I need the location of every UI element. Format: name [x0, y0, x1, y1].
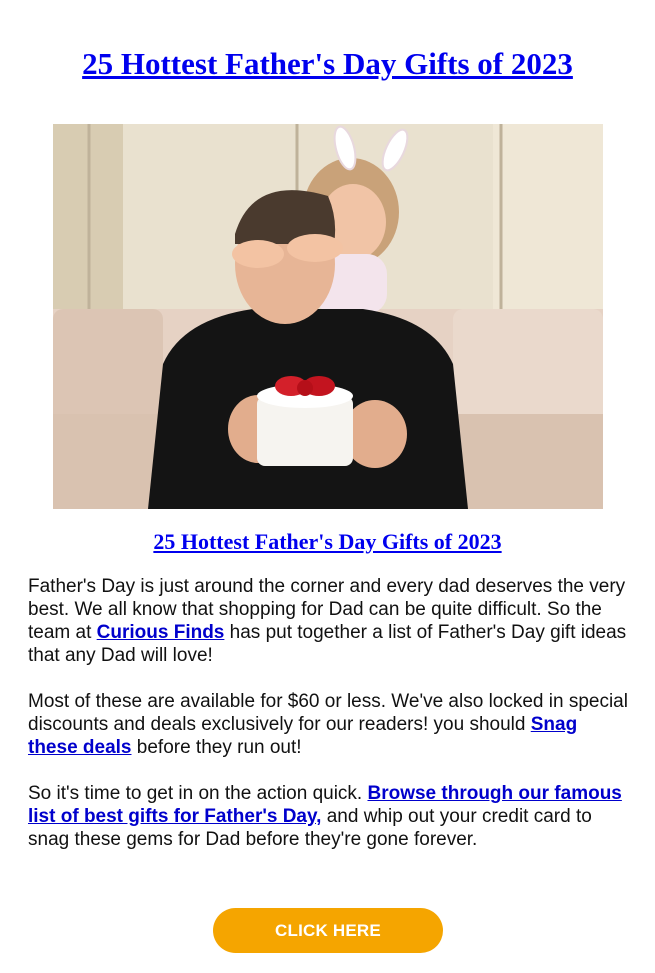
- paragraph-text: So it's time to get in on the action quick.: [28, 783, 368, 804]
- article-title: [0, 527, 655, 557]
- paragraph-text: and whip out your credit card to snag these gems for Dad before they're gone forever.: [28, 806, 592, 850]
- paragraph-intro: [28, 575, 628, 667]
- paragraph-text: before they run out!: [131, 737, 302, 758]
- click-here-button[interactable]: CLICK HERE: [213, 908, 443, 953]
- article-title-link[interactable]: 25 Hottest Father's Day Gifts of 2023: [153, 529, 502, 554]
- title-link[interactable]: 25 Hottest Father's Day Gifts of 2023: [82, 46, 573, 81]
- curious-finds-link[interactable]: Curious Finds: [96, 622, 225, 643]
- paragraph-text: Father's Day is just around the corner and every dad deserves the very best. We all know that shopping for Dad can be quite difficult. So the team at: [28, 576, 626, 643]
- paragraph-text: Most of these are available for $60 or less. We've also locked in special discounts and deals exclusively for our readers! you should: [28, 691, 628, 735]
- paragraph-text: has put together a list of Father's Day gift ideas that any Dad will love!: [28, 622, 627, 666]
- browse-gifts-link[interactable]: Browse through our famous list of best gifts for Father's Day,: [28, 783, 622, 827]
- paragraph-browse: [28, 782, 628, 851]
- article-body: [28, 575, 628, 874]
- snag-deals-link[interactable]: Snag these deals: [28, 714, 578, 758]
- paragraph-deals: [28, 690, 628, 759]
- page-title: [0, 44, 655, 84]
- hero-image[interactable]: [53, 124, 603, 509]
